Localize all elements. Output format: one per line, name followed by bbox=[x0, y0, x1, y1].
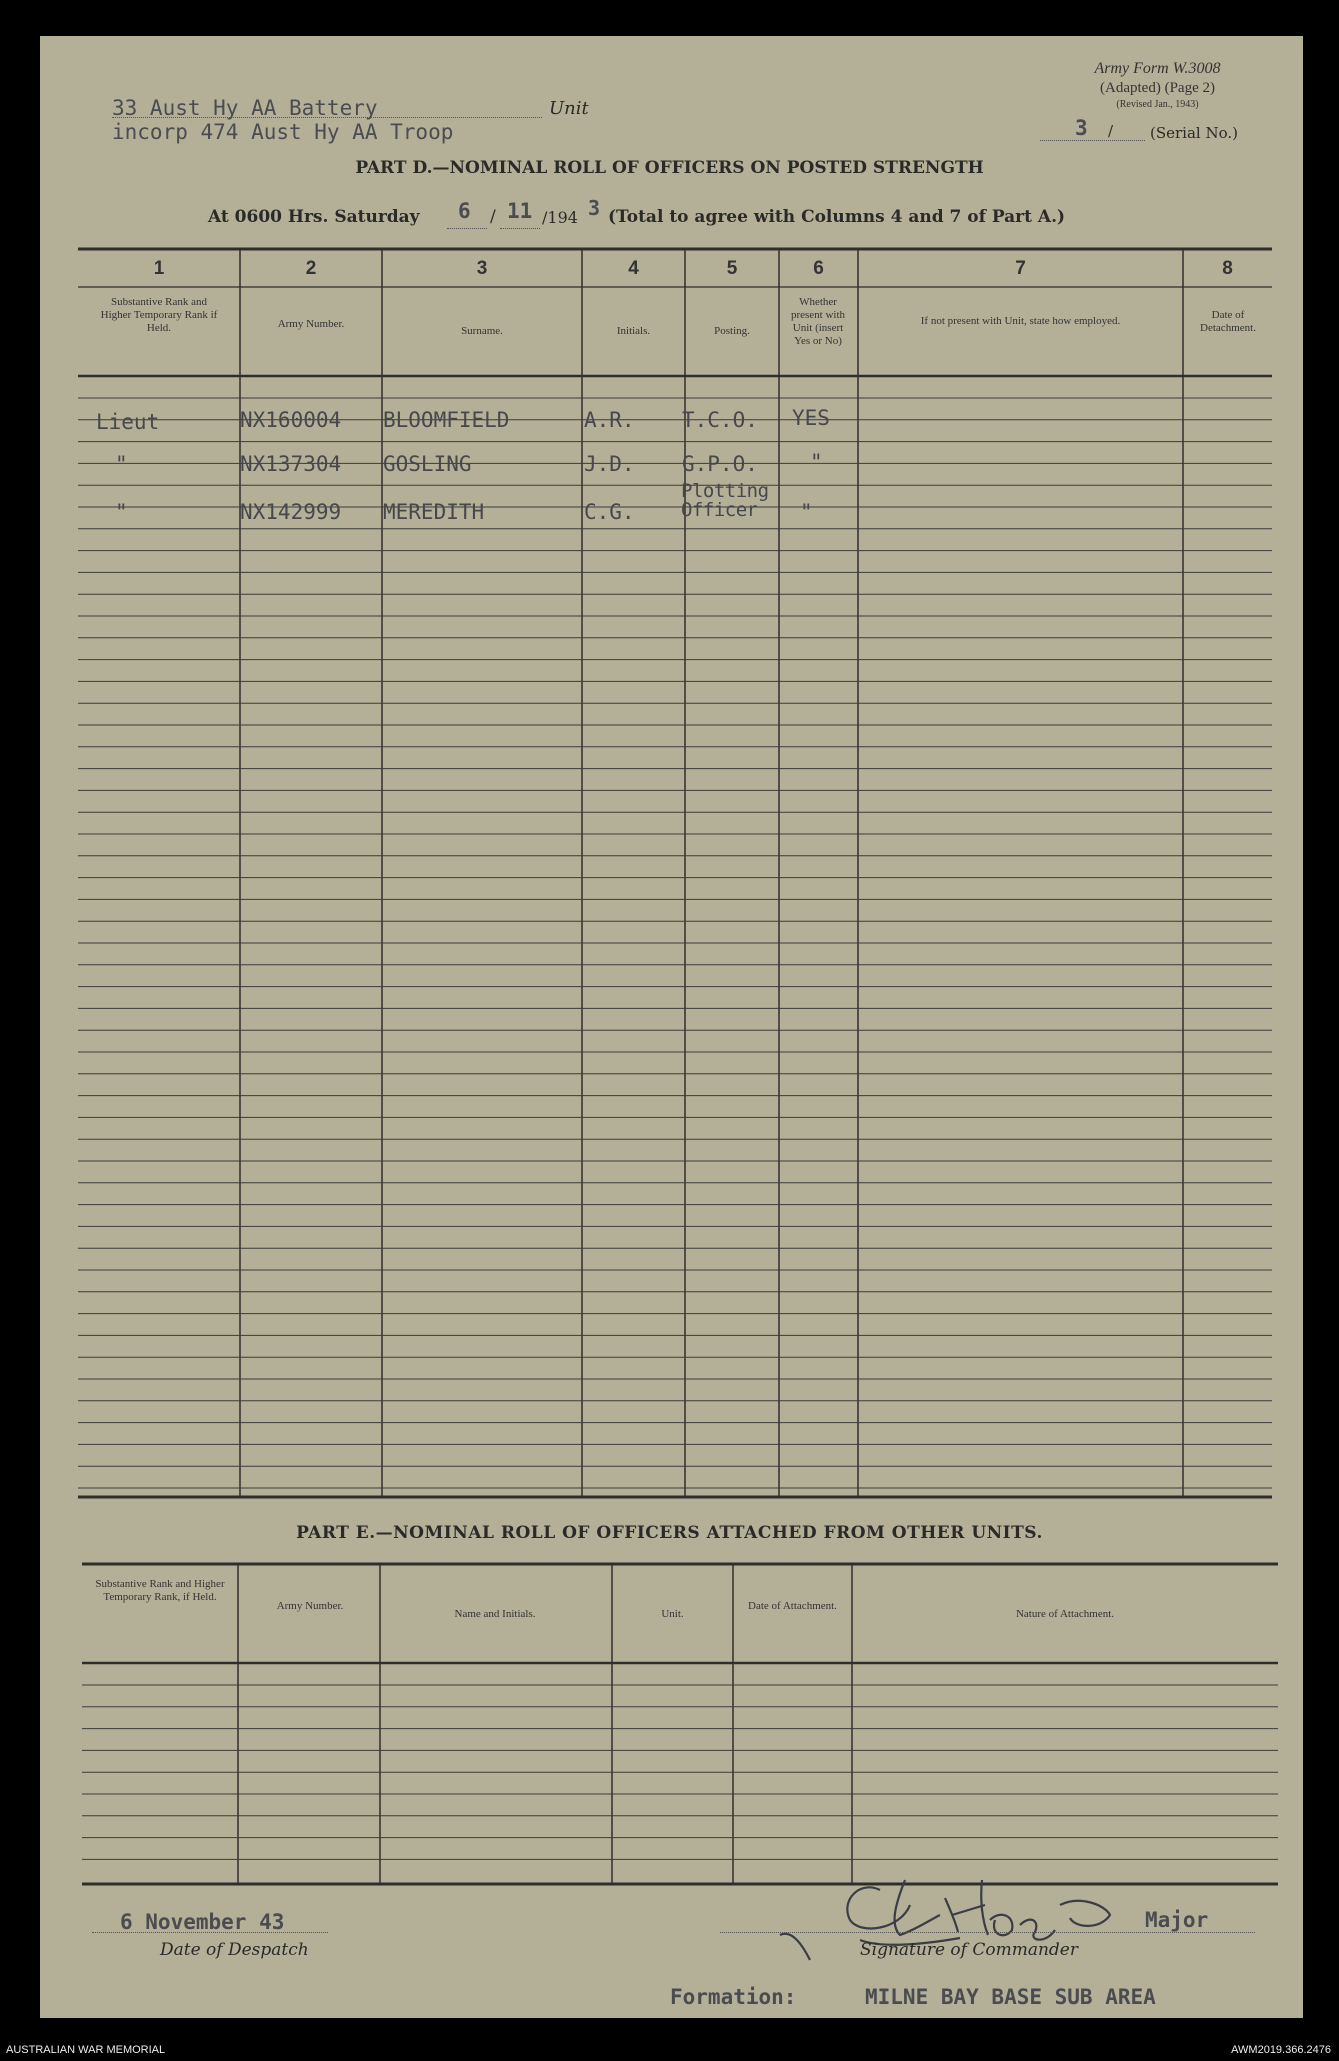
total-note: (Total to agree with Columns 4 and 7 of Part A.) bbox=[608, 207, 1066, 227]
year-prefix: /194 bbox=[542, 208, 578, 227]
col-num-3: 3 bbox=[476, 258, 488, 279]
col-num-4: 4 bbox=[628, 258, 639, 279]
unit-line-1: 33 Aust Hy AA Battery bbox=[112, 96, 378, 120]
row-2-present: " bbox=[810, 450, 823, 474]
row-3-initials: C.G. bbox=[584, 500, 635, 524]
serial-sep: / bbox=[1108, 122, 1114, 140]
part-e-title: PART E.—NOMINAL ROLL OF OFFICERS ATTACHED FROM OTHER UNITS. bbox=[296, 1523, 1043, 1543]
row-2-number: NX137304 bbox=[240, 452, 342, 476]
col-header-detachment: Date of Detachment. bbox=[1200, 309, 1256, 334]
col-header-surname: Surname. bbox=[461, 325, 503, 337]
col-header-initials: Initials. bbox=[616, 325, 651, 337]
formation-value: MILNE BAY BASE SUB AREA bbox=[865, 1985, 1156, 2009]
form-revised: (Revised Jan., 1943) bbox=[1116, 99, 1199, 110]
row-1-number: NX160004 bbox=[240, 408, 342, 432]
form-adapted: (Adapted) (Page 2) bbox=[1100, 80, 1215, 96]
row-1-initials: A.R. bbox=[584, 408, 635, 432]
col-header-present: Whether present with Unit (insert Yes or No) bbox=[790, 296, 846, 347]
row-1-surname: BLOOMFIELD bbox=[383, 408, 510, 432]
formation-label: Formation: bbox=[670, 1985, 797, 2009]
row-1-posting: T.C.O. bbox=[682, 408, 758, 432]
row-2-posting: G.P.O. bbox=[682, 452, 758, 476]
row-1-rank: Lieut bbox=[96, 410, 160, 434]
day-value: 6 bbox=[458, 199, 471, 223]
archive-footer-right: AWM2019.366.2476 bbox=[1231, 2044, 1331, 2056]
row-3-number: NX142999 bbox=[240, 500, 342, 524]
despatch-label: Date of Despatch bbox=[160, 1940, 309, 1960]
e-col-header-unit: Unit. bbox=[661, 1608, 684, 1620]
form-id: Army Form W.3008 bbox=[1094, 60, 1221, 77]
serial-value: 3 bbox=[1075, 116, 1088, 140]
col-header-posting: Posting. bbox=[714, 325, 750, 337]
signature-underline bbox=[720, 1932, 1255, 1933]
despatch-date: 6 November 43 bbox=[120, 1910, 285, 1934]
e-col-header-attach-date: Date of Attachment. bbox=[748, 1600, 837, 1612]
e-col-header-rank: Substantive Rank and Higher Temporary Rank, if Held. bbox=[95, 1578, 225, 1603]
month-value: 11 bbox=[507, 199, 533, 223]
col-header-rank: Substantive Rank and Higher Temporary Rank if Held. bbox=[100, 296, 218, 334]
e-col-header-name: Name and Initials. bbox=[454, 1608, 536, 1620]
col-num-7: 7 bbox=[1015, 258, 1026, 279]
archive-footer-left: AUSTRALIAN WAR MEMORIAL bbox=[6, 2044, 166, 2056]
unit-label: Unit bbox=[549, 98, 589, 119]
col-num-1: 1 bbox=[153, 258, 165, 279]
col-num-2: 2 bbox=[305, 258, 317, 279]
commander-rank: Major bbox=[1145, 1908, 1209, 1932]
at-prefix: At 0600 Hrs. Saturday bbox=[208, 207, 420, 227]
e-col-header-army-number: Army Number. bbox=[276, 1600, 344, 1612]
despatch-underline bbox=[92, 1932, 328, 1933]
date-slash: / bbox=[490, 207, 496, 227]
serial-label: (Serial No.) bbox=[1150, 124, 1238, 142]
row-2-surname: GOSLING bbox=[383, 452, 472, 476]
row-3-surname: MEREDITH bbox=[383, 500, 485, 524]
col-num-5: 5 bbox=[726, 258, 738, 279]
col-num-6: 6 bbox=[813, 258, 824, 279]
col-num-8: 8 bbox=[1222, 258, 1233, 279]
part-d-title: PART D.—NOMINAL ROLL OF OFFICERS ON POSTED STRENGTH bbox=[355, 158, 984, 178]
row-2-rank: " bbox=[115, 452, 128, 476]
row-2-initials: J.D. bbox=[584, 452, 635, 476]
signature-label: Signature of Commander bbox=[860, 1940, 1078, 1960]
row-3-present: " bbox=[800, 500, 813, 524]
unit-line-2: incorp 474 Aust Hy AA Troop bbox=[112, 120, 454, 144]
row-1-present: YES bbox=[792, 406, 830, 430]
year-digit: 3 bbox=[588, 196, 601, 220]
row-3-posting: Plotting Officer bbox=[681, 480, 769, 521]
e-col-header-nature: Nature of Attachment. bbox=[1015, 1608, 1115, 1620]
row-3-rank: " bbox=[115, 500, 128, 524]
col-header-how-employed: If not present with Unit, state how employed. bbox=[920, 315, 1121, 327]
col-header-army-number: Army Number. bbox=[277, 318, 345, 330]
